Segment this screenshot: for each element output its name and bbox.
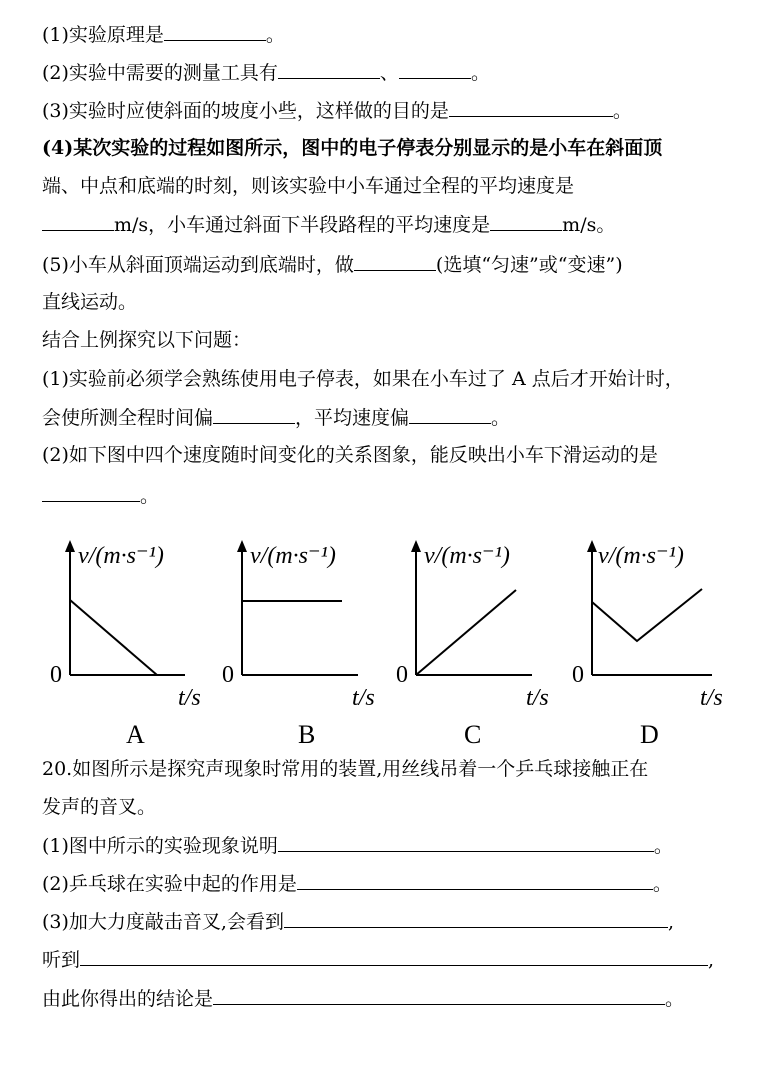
q20-part1-text: (1)图中所示的实验现象说明 [42, 835, 278, 857]
punct: 。 [265, 24, 285, 46]
graph-b-ylabel: v/(m·s⁻¹) [250, 543, 336, 569]
punct: 。 [612, 100, 632, 122]
q20-part3-conclusion-text: 由此你得出的结论是 [42, 988, 214, 1010]
answer-blank-ball-role[interactable] [297, 871, 653, 890]
graph-b-xlabel: t/s [352, 685, 375, 711]
graph-d-origin: 0 [572, 662, 584, 688]
q19-part5-text: (5)小车从斜面顶端运动到底端时，做 [42, 254, 354, 276]
answer-blank-see[interactable] [284, 909, 668, 928]
q19-part2-text: (2)实验中需要的测量工具有 [42, 62, 278, 84]
punct: , [708, 949, 715, 971]
punct: m/s。 [562, 214, 616, 236]
graph-a-origin: 0 [50, 662, 62, 688]
graph-b-origin: 0 [222, 662, 234, 688]
answer-blank-avg-speed-lower[interactable] [490, 212, 562, 231]
graphs-svg [50, 535, 728, 745]
q20-part3-line1 [42, 909, 674, 934]
answer-blank-hear[interactable] [80, 947, 708, 966]
q20-part3-line2 [42, 947, 714, 972]
graph-b-label: B [298, 720, 316, 745]
q20-part3-text: (3)加大力度敲击音叉,会看到 [42, 911, 284, 933]
q19-part4-line3 [42, 212, 615, 237]
q20-part2 [42, 871, 672, 896]
answer-blank-motion-type[interactable] [354, 252, 436, 271]
q19-part1 [42, 22, 285, 47]
extension-q1-line1: (1)实验前必须学会熟练使用电子停表，如果在小车过了 A 点后才开始计时， [42, 368, 684, 390]
extension-title: 结合上例探究以下问题： [42, 329, 252, 351]
graph-a-xlabel: t/s [178, 685, 201, 711]
answer-blank-purpose[interactable] [449, 98, 613, 117]
q20-part3-line3 [42, 986, 684, 1011]
q19-part3 [42, 98, 632, 123]
graph-a-ylabel: v/(m·s⁻¹) [78, 543, 164, 569]
answer-blank-time-bias[interactable] [213, 405, 295, 424]
q19-part4-line2: 端、中点和底端的时刻，则该实验中小车通过全程的平均速度是 [42, 175, 575, 197]
extension-q1-mid: ，平均速度偏 [295, 407, 410, 429]
punct: 。 [665, 988, 685, 1010]
graph-c-origin: 0 [396, 662, 408, 688]
q19-part5-line1 [42, 252, 623, 277]
q20-part1 [42, 833, 673, 858]
punct: 、 [379, 62, 399, 84]
extension-q2-line2 [42, 483, 159, 508]
velocity-time-graphs [50, 535, 728, 745]
q19-part5-line2: 直线运动。 [42, 291, 138, 313]
answer-blank-graph-choice[interactable] [42, 483, 140, 502]
answer-blank-conclusion[interactable] [213, 986, 665, 1005]
graph-c-label: C [464, 720, 482, 745]
answer-blank-tool-1[interactable] [278, 60, 380, 79]
q20-part3-hear-text: 听到 [42, 949, 81, 971]
answer-blank-phenomenon[interactable] [278, 833, 654, 852]
answer-blank-speed-bias[interactable] [409, 405, 491, 424]
extension-q1-line2 [42, 405, 510, 430]
graph-c-xlabel: t/s [526, 685, 549, 711]
punct: 。 [652, 873, 672, 895]
q19-part4-text: m/s，小车通过斜面下半段路程的平均速度是 [114, 214, 491, 236]
punct: 。 [470, 62, 490, 84]
graph-d-ylabel: v/(m·s⁻¹) [598, 543, 684, 569]
q19-part5-hint: (选填“匀速”或“变速”) [435, 254, 623, 276]
punct: , [667, 911, 675, 933]
q19-part3-text: (3)实验时应使斜面的坡度小些，这样做的目的是 [42, 100, 449, 122]
graph-a-label: A [126, 720, 145, 745]
graph-c-ylabel: v/(m·s⁻¹) [424, 543, 510, 569]
graph-d-label: D [640, 720, 659, 745]
extension-q1-text: 会使所测全程时间偏 [42, 407, 214, 429]
punct: 。 [653, 835, 673, 857]
q20-intro-line1: 20.如图所示是探究声现象时常用的装置,用丝线吊着一个乒乓球接触正在 [42, 758, 649, 780]
answer-blank-principle[interactable] [164, 22, 266, 41]
q19-part2 [42, 60, 490, 85]
graph-d-xlabel: t/s [700, 685, 723, 711]
extension-q2-line1: (2)如下图中四个速度随时间变化的关系图象，能反映出小车下滑运动的是 [42, 444, 658, 466]
q20-intro-line2: 发声的音叉。 [42, 796, 157, 818]
punct: 。 [491, 407, 511, 429]
answer-blank-avg-speed-total[interactable] [42, 212, 114, 231]
punct: 。 [140, 485, 160, 507]
q19-part4-line1: (4)某次实验的过程如图所示，图中的电子停表分别显示的是小车在斜面顶 [42, 137, 663, 159]
q19-part1-text: (1)实验原理是 [42, 24, 164, 46]
answer-blank-tool-2[interactable] [399, 60, 471, 79]
q20-part2-text: (2)乒乓球在实验中起的作用是 [42, 873, 297, 895]
